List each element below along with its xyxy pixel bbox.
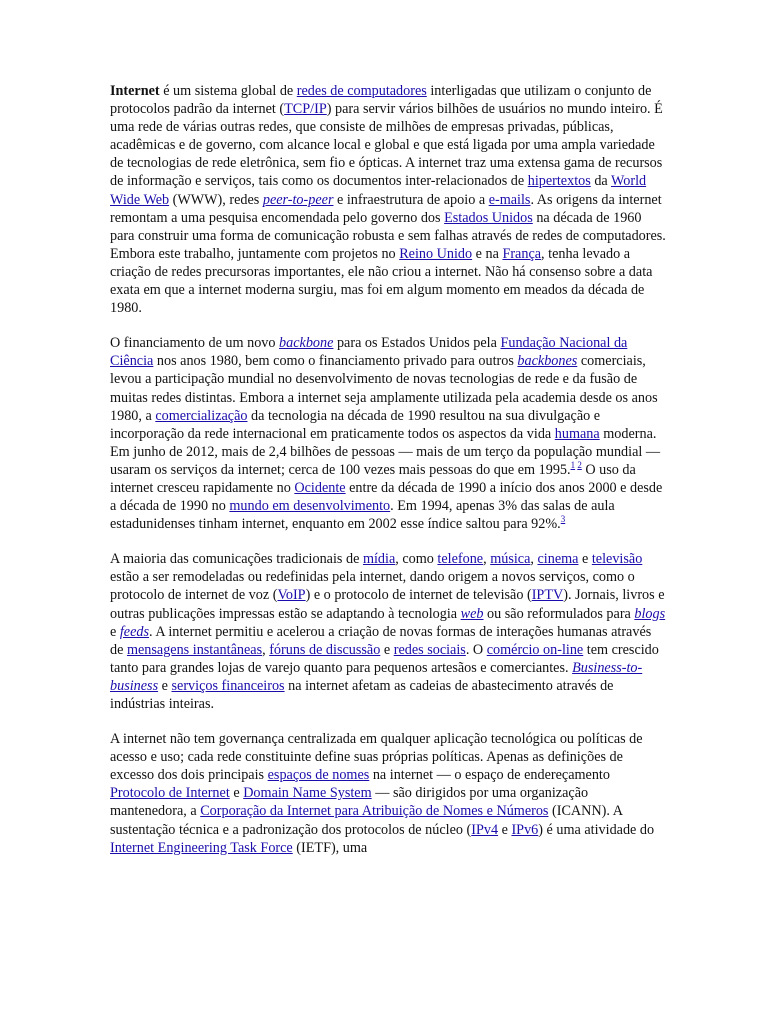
link-peer-to-peer[interactable]: peer-to-peer — [262, 191, 334, 208]
text: e — [380, 641, 394, 658]
text: na internet — o espaço de endereçamento — [369, 767, 610, 784]
text: (ICANN). A sustentação técnica e a padronização dos protocolos de núcleo ( — [110, 803, 623, 838]
link-fundacao-nacional-da-ciencia[interactable]: Fundação Nacional da Ciência — [110, 335, 628, 370]
text: e — [110, 623, 120, 640]
text: (IETF), uma — [292, 839, 368, 856]
text: e — [158, 677, 172, 694]
text: comerciais, levou a participação mundial no desenvolvimento de novas tecnologias de rede e da fusão de muitas redes distintas. Embora a internet seja amplamente utilizada pela academia desde os anos 1980, a — [110, 353, 658, 424]
link-cinema[interactable]: cinema — [537, 551, 579, 568]
paragraph-financiamento — [110, 334, 666, 533]
text: e na — [472, 245, 503, 262]
text: ). Jornais, livros e outras publicações impressas estão se adaptando à tecnologia — [110, 587, 665, 622]
link-ipv6[interactable]: IPv6 — [511, 821, 539, 838]
link-espacos-de-nomes[interactable]: espaços de nomes — [267, 767, 370, 784]
link-tcp-ip[interactable]: TCP/IP — [284, 101, 327, 118]
link-world-wide-web[interactable]: World Wide Web — [110, 173, 647, 208]
text: para os Estados Unidos pela — [333, 335, 501, 352]
link-e-mails[interactable]: e-mails — [488, 191, 531, 208]
text: , — [262, 641, 270, 658]
text: A internet não tem governança centralizada em qualquer aplicação tecnológica ou políticas de acesso e uso; cada rede constituinte define suas próprias políticas. Apenas as definições de excesso dos dois principais — [110, 731, 643, 784]
link-backbones[interactable]: backbones — [517, 353, 578, 370]
link-mundo-em-desenvolvimento[interactable]: mundo em desenvolvimento — [229, 498, 391, 515]
link-protocolo-de-internet[interactable]: Protocolo de Internet — [110, 785, 230, 802]
text: O financiamento de um novo — [110, 335, 280, 352]
link-redes-sociais[interactable]: redes sociais — [393, 641, 466, 658]
link-musica[interactable]: música — [490, 551, 531, 568]
link-hipertextos[interactable]: hipertextos — [527, 173, 591, 190]
link-mensagens-instantaneas[interactable]: mensagens instantâneas — [126, 641, 263, 658]
text: tem crescido tanto para grandes lojas de varejo quanto para pequenos artesãos e comerciantes. — [110, 641, 659, 676]
text: — são dirigidos por uma organização mantenedora, a — [110, 785, 589, 820]
text: , tenha levado a criação de redes precursoras importantes, ele não criou a internet. Não há consenso sobre a data exata em que a internet moderna surgiu, mas foi em algum momento em meados da década de 1980. — [110, 245, 653, 317]
link-ietf[interactable]: Internet Engineering Task Force — [110, 839, 293, 856]
link-foruns-de-discussao[interactable]: fóruns de discussão — [269, 641, 381, 658]
text: . As origens da internet remontam a uma pesquisa encomendada pelo governo dos — [110, 191, 662, 226]
text: da — [590, 173, 611, 190]
link-business-to-business[interactable]: Business-to-business — [110, 659, 643, 694]
paragraph-governanca — [110, 730, 666, 857]
reference-3[interactable]: 3 — [560, 514, 566, 525]
link-midia[interactable]: mídia — [362, 551, 396, 568]
text: e — [229, 785, 244, 802]
link-ocidente[interactable]: Ocidente — [294, 479, 346, 496]
link-reino-unido[interactable]: Reino Unido — [399, 245, 473, 262]
link-estados-unidos[interactable]: Estados Unidos — [444, 209, 533, 226]
text: interligadas que utilizam o conjunto de protocolos padrão da internet ( — [110, 83, 652, 118]
link-telefone[interactable]: telefone — [437, 551, 484, 568]
link-redes-de-computadores[interactable]: redes de computadores — [296, 83, 427, 99]
text: da tecnologia na década de 1990 resultou na sua divulgação e incorporação da rede internacional em praticamente todos os aspectos da vida — [110, 407, 601, 442]
reference-2[interactable]: 2 — [577, 459, 582, 470]
text: é um sistema global de — [159, 83, 297, 99]
link-servicos-financeiros[interactable]: serviços financeiros — [171, 677, 285, 694]
text: moderna. Em junho de 2012, mais de 2,4 bilhões de pessoas — mais de um terço da população mundial — usaram os serviços da internet; cerca de 100 vezes mais pessoas do que em 1995. — [110, 425, 661, 478]
link-feeds[interactable]: feeds — [119, 623, 150, 640]
paragraph-intro — [110, 82, 666, 317]
text: ) é uma atividade do — [538, 821, 655, 838]
text: e infraestrutura de apoio a — [333, 191, 489, 208]
reference-1[interactable]: 1 — [570, 459, 576, 470]
link-ipv4[interactable]: IPv4 — [471, 821, 499, 838]
text: (WWW), redes — [169, 191, 263, 208]
link-icann[interactable]: Corporação da Internet para Atribuição de Nomes e Números — [200, 803, 549, 820]
text: O uso da internet cresceu rapidamente no — [110, 461, 636, 496]
link-web[interactable]: web — [460, 605, 484, 622]
link-humana[interactable]: humana — [554, 425, 600, 442]
text: ) e o protocolo de internet de televisão ( — [305, 587, 532, 604]
link-iptv[interactable]: IPTV — [531, 587, 564, 604]
link-televisao[interactable]: televisão — [591, 551, 643, 568]
link-domain-name-system[interactable]: Domain Name System — [243, 785, 372, 802]
text: . O — [465, 641, 487, 658]
text: A maioria das comunicações tradicionais de — [110, 551, 363, 568]
link-voip[interactable]: VoIP — [277, 587, 306, 604]
link-blogs[interactable]: blogs — [634, 605, 666, 622]
text: . A internet permitiu e acelerou a criação de novas formas de interações humanas através de — [110, 623, 652, 658]
text: nos anos 1980, bem como o financiamento privado para outros — [153, 353, 518, 370]
text: na década de 1960 para construir uma forma de comunicação robusta e sem falhas através de redes de computadores. Embora este trabalho, juntamente com projetos no — [110, 209, 666, 262]
text: , como — [395, 551, 438, 568]
link-comercio-on-line[interactable]: comércio on-line — [486, 641, 584, 658]
text: na internet afetam as cadeias de abastecimento através de indústrias inteiras. — [110, 677, 614, 712]
text: e — [498, 821, 512, 838]
text: , — [483, 551, 491, 568]
text: , — [530, 551, 538, 568]
term-internet: Internet — [110, 83, 160, 99]
paragraph-comunicacoes — [110, 550, 666, 713]
text: estão a ser remodeladas ou redefinidas pela internet, dando origem a novos serviços, como o protocolo de internet de voz ( — [110, 569, 635, 604]
text: ou são reformulados para — [483, 605, 635, 622]
text: entre da década de 1990 a início dos anos 2000 e desde a década de 1990 no — [110, 479, 663, 515]
text: . Em 1994, apenas 3% das salas de aula estadunidenses tinham internet, enquanto em 2002 esse índice saltou para 92%. — [110, 498, 615, 533]
link-franca[interactable]: França — [502, 245, 542, 262]
text: e — [578, 551, 592, 568]
link-backbone[interactable]: backbone — [279, 335, 334, 352]
link-comercializacao[interactable]: comercialização — [155, 407, 248, 424]
text: ) para servir vários bilhões de usuários no mundo inteiro. É uma rede de várias outras redes, que consiste de milhões de empresas privadas, públicas, acadêmicas e de governo, com alcance local e global e que está ligada por uma ampla variedade de tecnologias de rede eletrônica, sem fio e ópticas. A internet traz uma extensa gama de recursos de informação e serviços, tais como os documentos inter-relacionados de — [110, 101, 663, 190]
